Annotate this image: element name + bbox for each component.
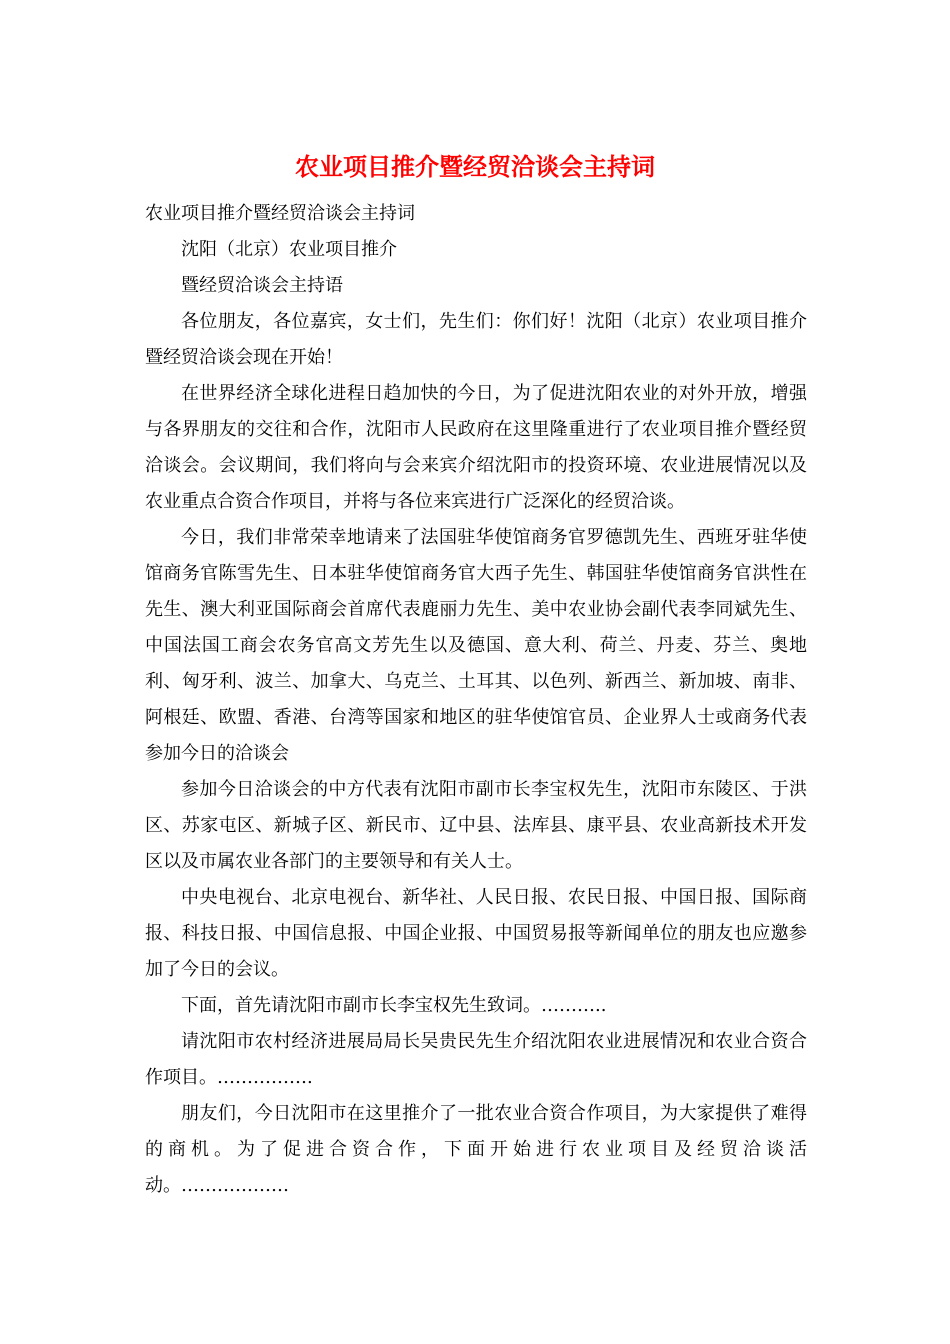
paragraph-vice-mayor-speech: 下面，首先请沈阳市副市长李宝权先生致词。……….. — [181, 995, 607, 1016]
document-title: 农业项目推介暨经贸洽谈会主持词 — [295, 152, 655, 181]
paragraph-media: 中央电视台、北京电视台、新华社、人民日报、农民日报、中国日报、国际商报、科技日报、中国信息报、中国企业报、中国贸易报等新闻单位的朋友也应邀参加了今日的会议。 — [145, 887, 807, 980]
paragraph-negotiation-start: 朋友们，今日沈阳市在这里推介了一批农业合资合作项目，为大家提供了难得的商机。为了促进合资合作，下面开始进行农业项目及经贸洽谈活动。……………… — [145, 1103, 807, 1196]
paragraph-foreign-guests: 今日，我们非常荣幸地请来了法国驻华使馆商务官罗德凯先生、西班牙驻华使馆商务官陈雪先生、日本驻华使馆商务官大西子先生、韩国驻华使馆商务官洪性在先生、澳大利亚国际商会首席代表鹿丽力先生、美中农业协会副代表李同斌先生、中国法国工商会农务官高文芳先生以及德国、意大利、荷兰、丹麦、芬兰、奥地利、匈牙利、波兰、加拿大、乌克兰、土耳其、以色列、新西兰、新加坡、南非、阿根廷、欧盟、香港、台湾等国家和地区的驻华使馆官员、企业界人士或商务代表参加今日的洽谈会 — [145, 527, 807, 764]
paragraph-chinese-representatives: 参加今日洽谈会的中方代表有沈阳市副市长李宝权先生，沈阳市东陵区、于洪区、苏家屯区、新城子区、新民市、辽中县、法库县、康平县、农业高新技术开发区以及市属农业各部门的主要领导和有关人士。 — [145, 779, 807, 872]
paragraph-bureau-introduction: 请沈阳市农村经济进展局局长吴贵民先生介绍沈阳农业进展情况和农业合资合作项目。……………. — [145, 1031, 807, 1088]
paragraph-subtitle-line1: 沈阳（北京）农业项目推介 — [181, 239, 397, 260]
document-body — [145, 196, 807, 1204]
paragraph-purpose: 在世界经济全球化进程日趋加快的今日，为了促进沈阳农业的对外开放，增强与各界朋友的交往和合作，沈阳市人民政府在这里隆重进行了农业项目推介暨经贸洽谈会。会议期间，我们将向与会来宾介绍沈阳市的投资环境、农业进展情况以及农业重点合资合作项目，并将与各位来宾进行广泛深化的经贸洽谈。 — [145, 383, 807, 512]
paragraph-greeting: 各位朋友，各位嘉宾，女士们，先生们：你们好！沈阳（北京）农业项目推介暨经贸洽谈会现在开始！ — [145, 311, 807, 368]
paragraph-heading: 农业项目推介暨经贸洽谈会主持词 — [145, 203, 415, 224]
paragraph-subtitle-line2: 暨经贸洽谈会主持语 — [181, 275, 343, 296]
